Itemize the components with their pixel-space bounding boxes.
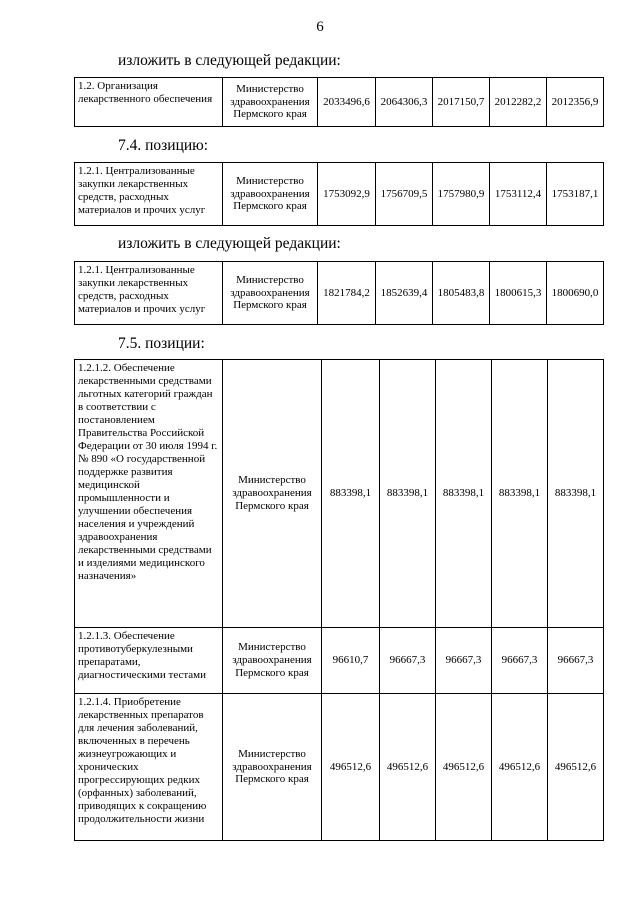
value-cell: 2064306,3 xyxy=(376,78,433,127)
position-name: 1.2.1.3. Обеспечение противотуберкулезными препаратами, диагностическими тестами xyxy=(75,628,223,694)
value-cell: 2012356,9 xyxy=(547,78,604,127)
ministry-name: Министерство здравоохранения Пермского края xyxy=(223,628,322,694)
value-cell: 2017150,7 xyxy=(433,78,490,127)
page-number: 6 xyxy=(316,19,324,35)
program-table xyxy=(74,162,604,226)
table-row xyxy=(75,628,604,694)
ministry-name: Министерство здравоохранения Пермского края xyxy=(223,694,322,841)
section-heading: 7.5. позиции: xyxy=(118,335,205,352)
value-cell: 883398,1 xyxy=(436,360,492,628)
ministry-name: Министерство здравоохранения Пермского края xyxy=(223,163,318,226)
value-cell: 496512,6 xyxy=(380,694,436,841)
table-row xyxy=(75,360,604,628)
program-table xyxy=(74,77,604,127)
value-cell: 96667,3 xyxy=(492,628,548,694)
section-heading: 7.4. позицию: xyxy=(118,137,209,154)
value-cell: 1757980,9 xyxy=(433,163,490,226)
value-cell: 1805483,8 xyxy=(433,262,490,325)
table-row xyxy=(75,262,604,325)
value-cell: 496512,6 xyxy=(548,694,604,841)
ministry-name: Министерство здравоохранения Пермского края xyxy=(223,262,318,325)
value-cell: 1753187,1 xyxy=(547,163,604,226)
value-cell: 1821784,2 xyxy=(318,262,376,325)
position-name: 1.2. Организация лекарственного обеспечения xyxy=(75,78,223,127)
section-heading: изложить в следующей редакции: xyxy=(118,235,341,252)
value-cell: 2012282,2 xyxy=(490,78,547,127)
ministry-name: Министерство здравоохранения Пермского края xyxy=(223,78,318,127)
program-table xyxy=(74,359,604,841)
value-cell: 1852639,4 xyxy=(376,262,433,325)
value-cell: 883398,1 xyxy=(548,360,604,628)
value-cell: 1800615,3 xyxy=(490,262,547,325)
value-cell: 96667,3 xyxy=(436,628,492,694)
program-table xyxy=(74,261,604,325)
value-cell: 96610,7 xyxy=(322,628,380,694)
value-cell: 496512,6 xyxy=(492,694,548,841)
position-name: 1.2.1.4. Приобретение лекарственных препаратов для лечения заболеваний, включенных в перечень жизнеугрожающих и хронических прогрессирующих редких (орфанных) заболеваний, приводящих к сокращению продолжительности жизни xyxy=(75,694,223,841)
table-row xyxy=(75,694,604,841)
section-heading: изложить в следующей редакции: xyxy=(118,52,341,69)
table-row xyxy=(75,163,604,226)
value-cell: 1753092,9 xyxy=(318,163,376,226)
value-cell: 883398,1 xyxy=(380,360,436,628)
value-cell: 1800690,0 xyxy=(547,262,604,325)
value-cell: 96667,3 xyxy=(380,628,436,694)
position-name: 1.2.1. Централизованные закупки лекарственных средств, расходных материалов и прочих услуг xyxy=(75,163,223,226)
value-cell: 496512,6 xyxy=(322,694,380,841)
ministry-name: Министерство здравоохранения Пермского края xyxy=(223,360,322,628)
position-name: 1.2.1.2. Обеспечение лекарственными средствами льготных категорий граждан в соответствии с постановлением Правительства Российской Федерации от 30 июля 1994 г. № 890 «О государственной поддержке развития медицинской промышленности и улучшении обеспечения населения и учреждений здравоохранения лекарственными средствами и изделиями медицинского назначения» xyxy=(75,360,223,628)
value-cell: 1756709,5 xyxy=(376,163,433,226)
value-cell: 883398,1 xyxy=(322,360,380,628)
value-cell: 1753112,4 xyxy=(490,163,547,226)
value-cell: 96667,3 xyxy=(548,628,604,694)
table-row xyxy=(75,78,604,127)
value-cell: 496512,6 xyxy=(436,694,492,841)
position-name: 1.2.1. Централизованные закупки лекарственных средств, расходных материалов и прочих услуг xyxy=(75,262,223,325)
value-cell: 883398,1 xyxy=(492,360,548,628)
value-cell: 2033496,6 xyxy=(318,78,376,127)
